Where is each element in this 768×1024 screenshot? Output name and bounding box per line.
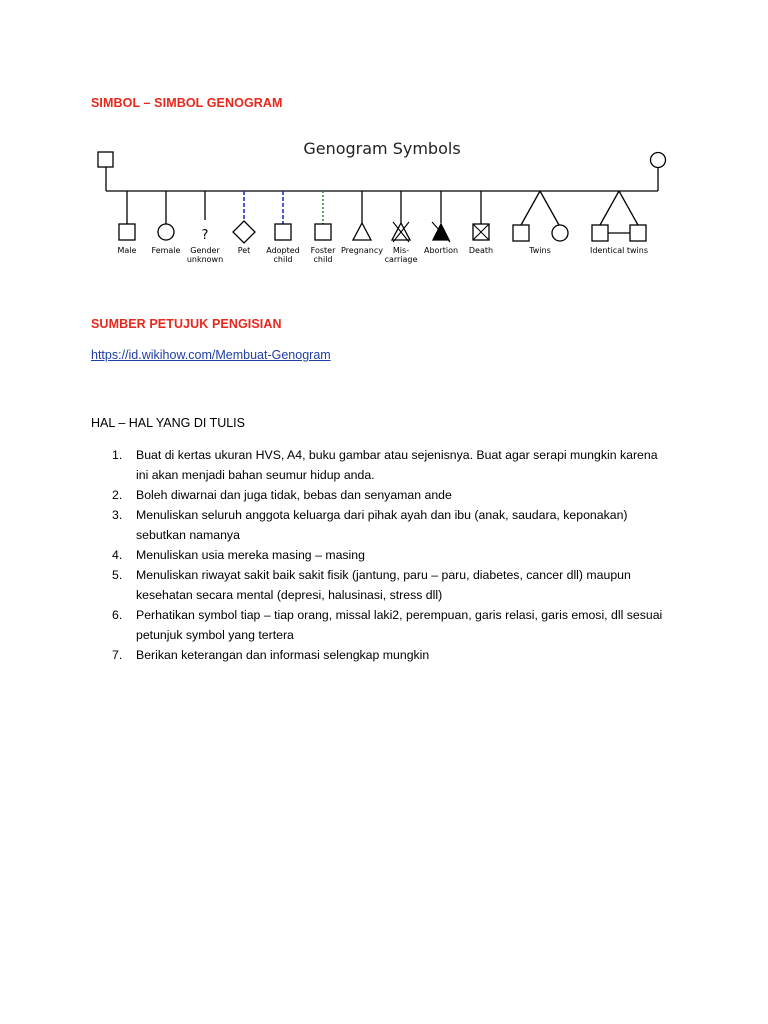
label-death: Death xyxy=(468,246,494,255)
list-item: 3. Menuliskan seluruh anggota keluarga dari pihak ayah dan ibu (anak, saudara, keponakan) sebutkan namanya xyxy=(112,508,628,542)
gender-unknown-symbol: ? xyxy=(201,228,209,243)
list-item: 1. Buat di kertas ukuran HVS, A4, buku gambar atau sejenisnya. Buat agar serapi mungkin karena ini akan menjadi bahan seumur hidup anda. xyxy=(112,448,658,482)
instruction-list xyxy=(91,445,681,665)
label-pregnancy: Pregnancy xyxy=(341,246,383,255)
list-item: 5. Menuliskan riwayat sakit baik sakit fisik (jantung, paru – paru, diabetes, cancer dll) maupun kesehatan secara mental (depresi, halusinasi, stress dll) xyxy=(112,568,631,602)
genogram-symbols-diagram xyxy=(92,132,682,267)
label-pet: Pet xyxy=(237,246,251,255)
label-female: Female xyxy=(151,246,181,255)
adopted-child-symbol xyxy=(275,224,291,240)
label-gender-unknown-2: unknown xyxy=(186,255,224,264)
wikihow-link[interactable]: https://id.wikihow.com/Membuat-Genogram xyxy=(91,348,331,362)
pregnancy-symbol xyxy=(353,223,371,240)
label-abortion: Abortion xyxy=(423,246,459,255)
list-item: 6. Perhatikan symbol tiap – tiap orang, missal laki2, perempuan, garis relasi, garis emosi, dll sesuai petunjuk symbol yang tertera xyxy=(112,608,663,642)
identical-twin-1-symbol xyxy=(592,225,608,241)
male-symbol xyxy=(119,224,135,240)
pet-symbol xyxy=(233,221,255,243)
label-male: Male xyxy=(117,246,137,255)
label-identical-twins: Identical twins xyxy=(590,246,648,255)
identical-twin-2-symbol xyxy=(630,225,646,241)
label-foster-2: child xyxy=(313,255,333,264)
parent-female-symbol xyxy=(651,153,666,168)
twin-female-symbol xyxy=(552,225,568,241)
label-twins: Twins xyxy=(529,246,551,255)
list-item: 2. Boleh diwarnai dan juga tidak, bebas dan senyaman ande xyxy=(112,488,452,502)
label-gender-unknown-1: Gender xyxy=(190,246,220,255)
label-adopted-1: Adopted xyxy=(266,246,300,255)
section-heading-symbols: SIMBOL – SIMBOL GENOGRAM xyxy=(91,96,283,110)
label-miscarriage-2: carriage xyxy=(384,255,418,264)
female-symbol xyxy=(158,224,174,240)
section-heading-source: SUMBER PETUJUK PENGISIAN xyxy=(91,317,282,331)
twin-male-symbol xyxy=(513,225,529,241)
list-item: 7. Berikan keterangan dan informasi selengkap mungkin xyxy=(112,648,430,662)
parent-male-symbol xyxy=(98,152,113,167)
diagram-title: Genogram Symbols xyxy=(303,139,461,158)
section-heading-items: HAL – HAL YANG DI TULIS xyxy=(91,416,245,430)
foster-child-symbol xyxy=(315,224,331,240)
label-miscarriage-1: Mis- xyxy=(392,246,410,255)
label-adopted-2: child xyxy=(273,255,293,264)
label-foster-1: Foster xyxy=(310,246,336,255)
list-item: 4. Menuliskan usia mereka masing – masing xyxy=(112,548,365,562)
